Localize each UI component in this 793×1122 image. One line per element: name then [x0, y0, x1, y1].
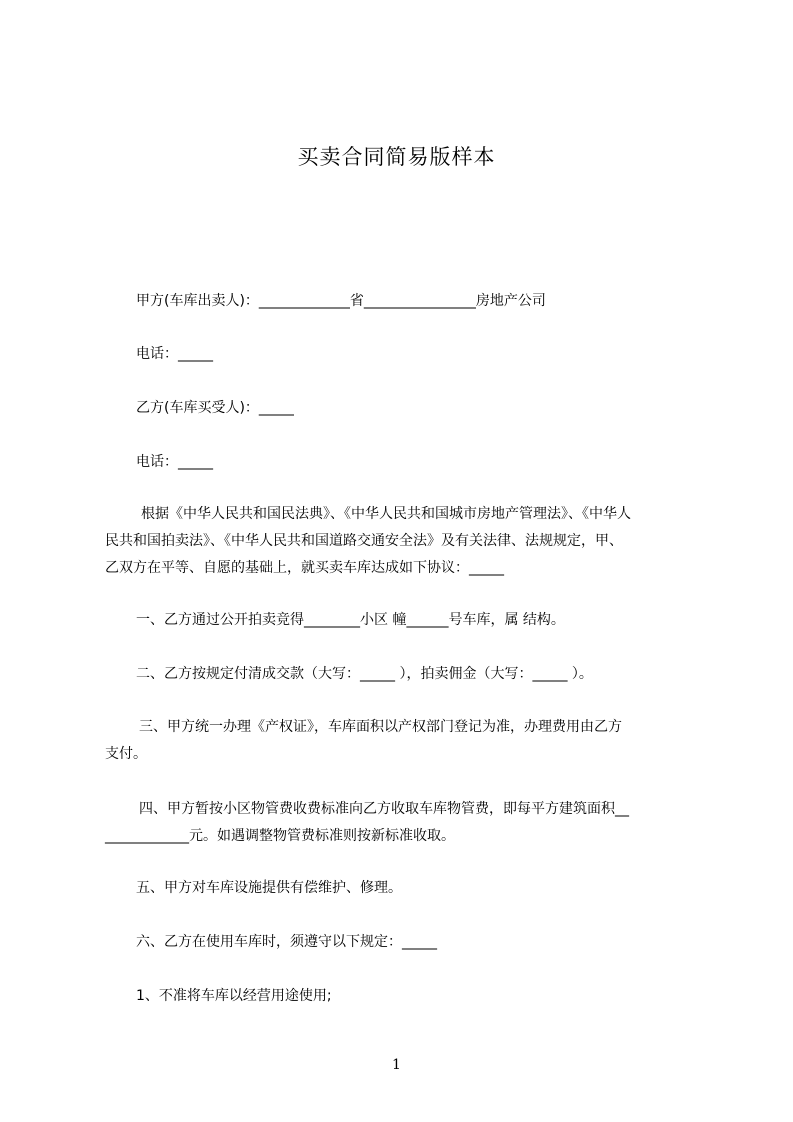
clause-1: 一、乙方通过公开拍卖竞得________小区 幢______号车库，属 结构。: [136, 612, 565, 628]
clause-2: 二、乙方按规定付清成交款（大写：_____ ），拍卖佣金（大写：_____ ）。: [136, 666, 593, 682]
clause-3-line-1: 三、甲方统一办理《产权证》，车库面积以产权部门登记为准，办理费用由乙方: [139, 719, 622, 735]
preamble-line-3: 乙双方在平等、自愿的基础上，就买卖车库达成如下协议：_____: [105, 560, 504, 576]
party-b-line: 乙方(车库买受人)：_____: [136, 400, 294, 416]
clause-4-line-1: 四、甲方暂按小区物管费收费标准向乙方收取车库物管费，即每平方建筑面积__: [139, 801, 629, 817]
party-a-line: 甲方(车库出卖人)：_____________省________________房地产公司: [136, 293, 546, 309]
preamble-paragraph: [105, 501, 631, 582]
document-title: 买卖合同简易版样本: [297, 145, 496, 169]
clause-5: 五、甲方对车库设施提供有偿维护、修理。: [136, 880, 402, 896]
rule-1: 1、不准将车库以经营用途使用;: [136, 988, 332, 1004]
clause-3-paragraph: [105, 714, 622, 768]
party-b-phone-line: 电话：_____: [136, 454, 213, 470]
preamble-line-2: 民共和国拍卖法》、《中华人民共和国道路交通安全法》及有关法律、法规规定，甲、: [105, 533, 623, 549]
clause-4-line-2: ____________元。如遇调整物管费标准则按新标准收取。: [105, 828, 455, 844]
party-a-phone-line: 电话：_____: [136, 346, 213, 362]
clause-4-paragraph: [105, 796, 629, 850]
preamble-line-1: 根据《中华人民共和国民法典》、《中华人民共和国城市房地产管理法》、《中华人: [141, 506, 631, 522]
clause-6: 六、乙方在使用车库时，须遵守以下规定：_____: [136, 934, 437, 950]
page-number: 1: [392, 1057, 401, 1073]
clause-3-line-2: 支付。: [105, 746, 147, 762]
